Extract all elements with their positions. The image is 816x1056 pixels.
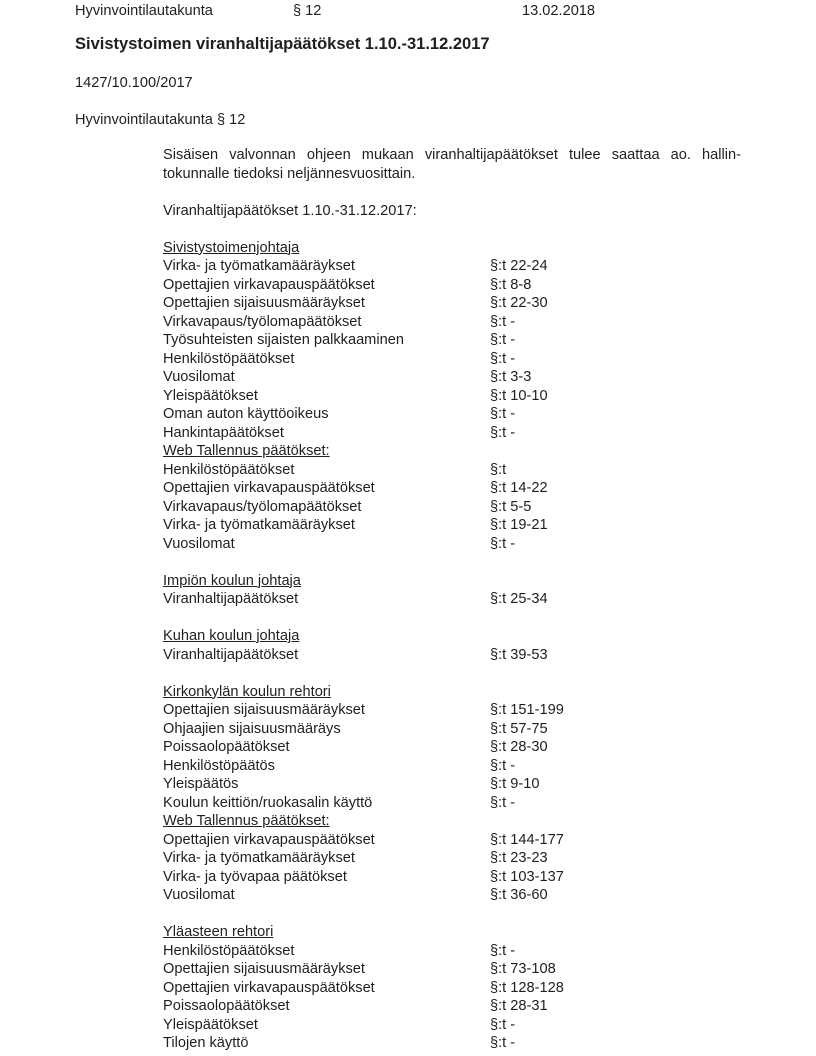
decision-section-refs: §:t - (490, 942, 516, 959)
decision-row (163, 886, 788, 905)
decision-row (163, 516, 788, 535)
decision-label: Opettajien virkavapauspäätökset (163, 480, 375, 496)
decision-row (163, 979, 788, 998)
section-rows (163, 590, 788, 609)
decision-row (163, 387, 788, 406)
decision-row (163, 590, 788, 609)
decision-label: Viranhaltijapäätökset (163, 646, 299, 663)
decision-label: Opettajien virkavapauspäätökset (163, 276, 375, 293)
decision-label: Poissaolopäätökset (163, 739, 290, 755)
decision-label: Viranhaltijapäätökset (163, 591, 299, 607)
decision-section (163, 683, 788, 813)
decision-label: Oman auton käyttöoikeus (163, 406, 329, 422)
section-rows (163, 646, 788, 665)
decision-section-refs: §:t 151-199 (490, 702, 564, 718)
decision-row (163, 831, 788, 850)
decision-section-refs: §:t 8-8 (490, 276, 532, 293)
decision-section (163, 572, 788, 609)
decision-section-refs: §:t 36-60 (490, 887, 548, 903)
section-heading: Web Tallennus päätökset: (163, 813, 330, 829)
decision-section-refs: §:t - (490, 535, 516, 552)
decision-row (163, 294, 788, 313)
decision-row (163, 313, 788, 332)
decision-row (163, 479, 788, 498)
decision-label: Virka- ja työvapaa päätökset (163, 868, 347, 885)
decision-row (163, 738, 788, 757)
decision-section-refs: §:t 22-24 (490, 258, 548, 274)
decision-label: Yleispäätökset (163, 1016, 258, 1033)
section-rows (163, 701, 788, 812)
decision-row (163, 1034, 788, 1053)
header-date: 13.02.2018 (522, 3, 596, 19)
decision-label: Opettajien sijaisuusmääräykset (163, 295, 365, 311)
decision-section-refs: §:t 19-21 (490, 517, 548, 533)
decision-section-refs: §:t - (490, 350, 516, 367)
section-heading: Web Tallennus päätökset: (163, 443, 330, 459)
decision-section-refs: §:t - (490, 313, 516, 330)
decision-section-refs: §:t 3-3 (490, 369, 532, 385)
decision-row (163, 350, 788, 369)
decision-label: Virkavapaus/työlomapäätökset (163, 313, 362, 330)
decision-label: Ohjaajien sijaisuusmääräys (163, 720, 341, 737)
decision-label: Koulun keittiön/ruokasalin käyttö (163, 794, 373, 811)
decision-row (163, 775, 788, 794)
decision-label: Yleispäätös (163, 776, 239, 792)
section-heading: Yläasteen rehtori (163, 924, 274, 940)
decision-section (163, 442, 788, 553)
decision-label: Henkilöstöpäätökset (163, 461, 295, 478)
decision-section-refs: §:t 9-10 (490, 776, 540, 792)
page-header (0, 2, 816, 21)
decision-section-refs: §:t - (490, 332, 516, 348)
section-heading: Kuhan koulun johtaja (163, 628, 300, 644)
section-heading: Impiön koulun johtaja (163, 572, 301, 589)
decision-label: Virka- ja työmatkamääräykset (163, 258, 355, 274)
section-rows (163, 942, 788, 1053)
decision-label: Vuosilomat (163, 369, 235, 385)
decision-row (163, 794, 788, 813)
document-title: Sivistystoimen viranhaltijapäätökset 1.10.-31.12.2017 (75, 35, 490, 53)
decision-label: Virka- ja työmatkamääräykset (163, 517, 355, 533)
decision-label: Opettajien sijaisuusmääräykset (163, 961, 365, 977)
decision-row (163, 257, 788, 276)
decision-section-refs: §:t 128-128 (490, 979, 564, 996)
decision-label: Opettajien virkavapauspäätökset (163, 979, 375, 996)
decision-section (163, 812, 788, 905)
decision-label: Vuosilomat (163, 535, 235, 552)
decision-label: Tilojen käyttö (163, 1035, 249, 1051)
decision-section (163, 239, 788, 443)
decision-section-refs: §:t 5-5 (490, 498, 532, 515)
decision-section-refs: §:t 10-10 (490, 387, 548, 404)
decision-row (163, 701, 788, 720)
decision-label: Työsuhteisten sijaisten palkkaaminen (163, 332, 404, 348)
decision-section-refs: §:t 22-30 (490, 295, 548, 311)
decision-section-refs: §:t 57-75 (490, 720, 548, 737)
committee-reference: Hyvinvointilautakunta § 12 (75, 112, 246, 128)
decision-label: Vuosilomat (163, 887, 235, 903)
decision-row (163, 461, 788, 480)
decision-section-refs: §:t 28-30 (490, 739, 548, 755)
decision-label: Opettajien sijaisuusmääräykset (163, 702, 365, 718)
decision-section-refs: §:t 39-53 (490, 646, 548, 663)
intro-paragraph-line-1: Sisäisen valvonnan ohjeen mukaan viranhaltijapäätökset tulee saattaa ao. hallin- (163, 147, 741, 163)
decision-section-refs: §:t 28-31 (490, 998, 548, 1014)
decision-row (163, 942, 788, 961)
section-rows (163, 461, 788, 554)
decision-section-refs: §:t - (490, 406, 516, 422)
decision-section-refs: §:t - (490, 794, 516, 811)
section-rows (163, 257, 788, 442)
decision-section-refs: §:t 144-177 (490, 831, 564, 848)
decision-row (163, 960, 788, 979)
decision-row (163, 646, 788, 665)
decision-section-refs: §:t 23-23 (490, 850, 548, 866)
decision-row (163, 757, 788, 776)
decision-label: Poissaolopäätökset (163, 998, 290, 1014)
spacer (163, 220, 788, 239)
spacer (163, 183, 788, 202)
case-number: 1427/10.100/2017 (75, 75, 193, 91)
intro-paragraph-line-2: tokunnalle tiedoksi neljännesvuosittain. (163, 165, 416, 182)
decision-section-refs: §:t 73-108 (490, 961, 556, 977)
decision-label: Opettajien virkavapauspäätökset (163, 831, 375, 848)
decision-section-refs: §:t (490, 461, 507, 478)
decision-section-refs: §:t - (490, 1035, 516, 1051)
decision-row (163, 535, 788, 554)
decision-row (163, 1016, 788, 1035)
decision-row (163, 997, 788, 1016)
decision-section-refs: §:t 103-137 (490, 868, 564, 885)
decision-label: Virka- ja työmatkamääräykset (163, 850, 355, 866)
decision-row (163, 405, 788, 424)
header-section-number: § 12 (293, 3, 322, 19)
decision-label: Henkilöstöpäätökset (163, 350, 295, 367)
section-rows (163, 831, 788, 905)
decision-section-refs: §:t - (490, 1016, 516, 1033)
decision-label: Henkilöstöpäätös (163, 757, 275, 774)
decision-section (163, 627, 788, 664)
section-heading: Sivistystoimenjohtaja (163, 239, 300, 256)
decision-row (163, 276, 788, 295)
header-committee: Hyvinvointilautakunta (75, 3, 213, 19)
list-intro: Viranhaltijapäätökset 1.10.-31.12.2017: (163, 202, 417, 219)
document-body (163, 146, 788, 1053)
decision-section-refs: §:t 25-34 (490, 591, 548, 607)
decision-row (163, 368, 788, 387)
decision-row (163, 868, 788, 887)
decision-label: Yleispäätökset (163, 387, 258, 404)
decision-section-refs: §:t - (490, 424, 516, 441)
decision-section-refs: §:t 14-22 (490, 480, 548, 496)
decision-label: Hankintapäätökset (163, 424, 284, 441)
decision-sections (163, 239, 788, 1053)
decision-label: Virkavapaus/työlomapäätökset (163, 498, 362, 515)
decision-row (163, 424, 788, 443)
decision-row (163, 331, 788, 350)
decision-row (163, 720, 788, 739)
decision-label: Henkilöstöpäätökset (163, 942, 295, 959)
section-heading: Kirkonkylän koulun rehtori (163, 683, 331, 700)
decision-row (163, 849, 788, 868)
decision-row (163, 498, 788, 517)
decision-section (163, 923, 788, 1053)
decision-section-refs: §:t - (490, 757, 516, 774)
